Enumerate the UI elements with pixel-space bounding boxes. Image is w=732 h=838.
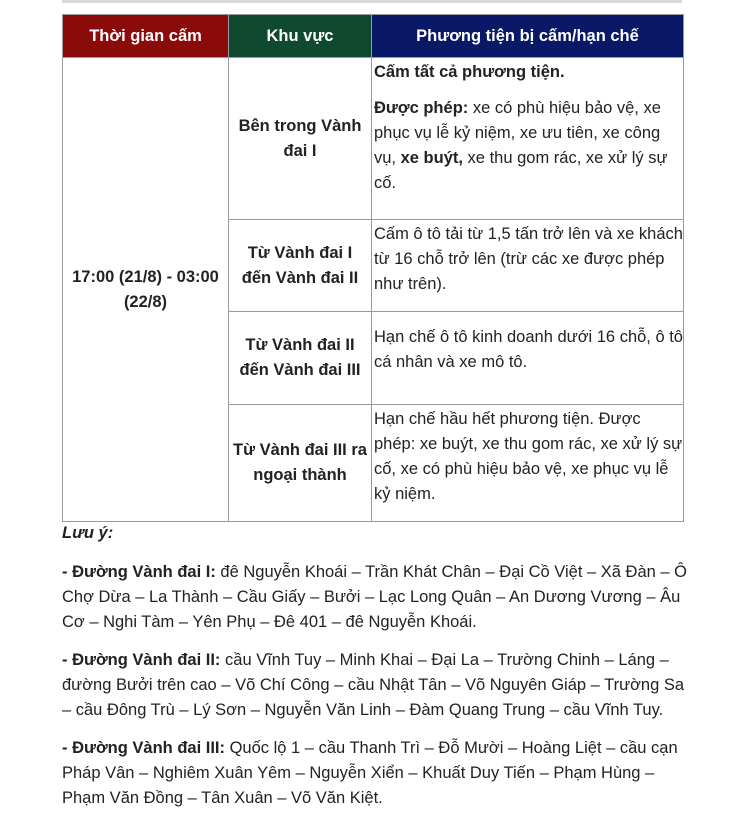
area-cell: Từ Vành đai II đến Vành đai III (229, 312, 372, 405)
ban-time-cell: 17:00 (21/8) - 03:00 (22/8) (63, 58, 229, 522)
header-vehicles: Phương tiện bị cấm/hạn chế (372, 15, 684, 58)
allowed-bus: xe buýt, (400, 149, 463, 167)
header-time: Thời gian cấm (63, 15, 229, 58)
area-cell: Từ Vành đai I đến Vành đai II (229, 220, 372, 312)
header-area: Khu vực (229, 15, 372, 58)
table-row (63, 58, 684, 220)
area-cell: Từ Vành đai III ra ngoại thành (229, 405, 372, 522)
allowed-label: Được phép: (374, 99, 469, 117)
notes-section (62, 521, 687, 824)
area-cell: Bên trong Vành đai I (229, 58, 372, 220)
restriction-table (62, 14, 684, 522)
note-label: - Đường Vành đai III: (62, 739, 226, 757)
vehicles-cell: Hạn chế hầu hết phương tiện. Được phép: xe buýt, xe thu gom rác, xe xử lý sự cố, xe có phù hiệu bảo vệ, xe phục vụ lễ kỷ niệm. (372, 405, 684, 522)
ring-road-2-note: - Đường Vành đai II: cầu Vĩnh Tuy – Minh Khai – Đại La – Trường Chinh – Láng – đường Bưởi trên cao – Võ Chí Công – cầu Nhật Tân – Võ Nguyên Giáp – Trường Sa – cầu Đông Trù – Lý Sơn – Nguyễn Văn Linh – Đàm Quang Trung – cầu Vĩnh Tuy. (62, 651, 685, 719)
top-divider (62, 0, 682, 3)
allowed-text: Được phép: xe có phù hiệu bảo vệ, xe phục vụ lễ kỷ niệm, xe ưu tiên, xe công vụ, xe buýt, xe thu gom rác, xe xử lý sự cố. (374, 99, 668, 192)
notes-title: Lưu ý: (62, 524, 114, 542)
vehicles-cell: Cấm ô tô tải từ 1,5 tấn trở lên và xe khách từ 16 chỗ trở lên (trừ các xe được phép như trên). (372, 220, 684, 312)
ring-road-3-note: - Đường Vành đai III: Quốc lộ 1 – cầu Thanh Trì – Đỗ Mười – Hoàng Liệt – cầu cạn Pháp Vân – Nghiêm Xuân Yêm – Nguyễn Xiển – Khuất Duy Tiến – Phạm Hùng – Phạm Văn Đồng – Tân Xuân – Võ Văn Kiệt. (62, 739, 678, 807)
vehicles-cell (372, 58, 684, 220)
ring-road-1-note: - Đường Vành đai I: đê Nguyễn Khoái – Trần Khát Chân – Đại Cồ Việt – Xã Đàn – Ô Chợ Dừa – La Thành – Cầu Giấy – Bưởi – Lạc Long Quân – An Dương Vương – Âu Cơ – Nghi Tàm – Yên Phụ – Đê 401 – đê Nguyễn Khoái. (62, 563, 687, 631)
note-label: - Đường Vành đai I: (62, 563, 216, 581)
vehicles-cell: Hạn chế ô tô kinh doanh dưới 16 chỗ, ô tô cá nhân và xe mô tô. (372, 312, 684, 405)
note-label: - Đường Vành đai II: (62, 651, 221, 669)
table-header-row (63, 15, 684, 58)
ban-all-text: Cấm tất cả phương tiện. (374, 63, 565, 81)
